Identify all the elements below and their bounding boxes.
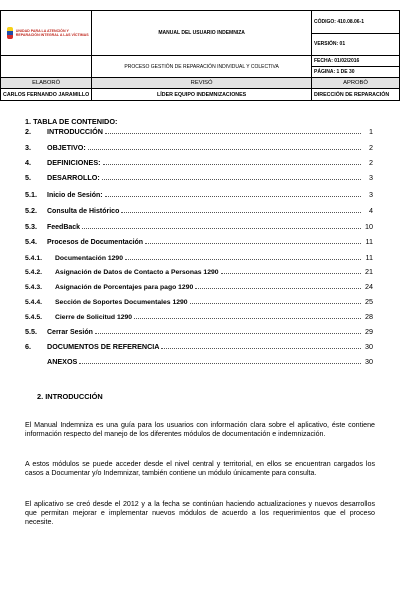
toc-entry-number: 3. xyxy=(25,143,31,152)
toc-entry[interactable] xyxy=(25,356,373,366)
toc-entry[interactable] xyxy=(25,221,373,231)
toc-leader-dots xyxy=(221,272,361,274)
toc-entry-title: Asignación de Datos de Contacto a Personas 1290 xyxy=(55,269,219,276)
toc-entry-number: 5.4.4. xyxy=(25,299,43,306)
toc-leader-dots xyxy=(103,163,361,165)
toc-leader-dots xyxy=(102,178,361,180)
toc-leader-dots xyxy=(121,211,361,213)
toc-leader-dots xyxy=(95,332,361,334)
logo-cell xyxy=(1,11,92,56)
toc-entry-title: Procesos de Documentación xyxy=(47,239,144,246)
toc-leader-dots xyxy=(105,195,361,197)
toc-leader-dots xyxy=(125,258,361,260)
toc-leader-dots xyxy=(134,317,361,319)
intro-paragraph-3: El aplicativo se creó desde el 2012 y a la fecha se continúan haciendo actualizaciones y nuevos desarrollos que permitan mejorar e implementar nuevos módulos de acuerdo a los requerimientos que el proceso necesite. xyxy=(25,500,375,527)
colombia-seal-icon xyxy=(7,27,13,39)
toc-entry-number: 6. xyxy=(25,342,31,351)
toc-entry-page: 4 xyxy=(369,206,373,215)
toc-entry-title: Cierre de Solicitud 1290 xyxy=(55,314,133,321)
toc-entry-title: Documentación 1290 xyxy=(55,255,123,262)
toc-entry-number: 5.4.3. xyxy=(25,284,43,291)
role-aprobo: APROBÓ xyxy=(312,78,400,89)
toc-entry-title: DEFINICIONES: xyxy=(47,158,101,167)
doc-page: PÁGINA: 1 DE 30 xyxy=(312,67,400,78)
doc-code: CÓDIGO: 410.08.06-1 xyxy=(312,11,400,34)
toc-heading: 1. TABLA DE CONTENIDO: xyxy=(25,117,118,126)
toc-entry-number: 5.2. xyxy=(25,206,37,215)
role-elaboro: ELABORÓ xyxy=(1,78,92,89)
toc-entry[interactable] xyxy=(25,281,373,291)
logo-cell-lower xyxy=(1,56,92,78)
section-heading-intro: 2. INTRODUCCIÓN xyxy=(37,392,103,401)
toc-entry[interactable] xyxy=(25,326,373,336)
toc-entry-page: 3 xyxy=(369,173,373,182)
toc-entry[interactable] xyxy=(25,157,373,167)
toc-entry-number: 5.4. xyxy=(25,237,37,246)
toc-entry-page: 29 xyxy=(365,327,373,336)
toc-entry[interactable] xyxy=(25,126,373,136)
name-aprobo: DIRECCIÓN DE REPARACIÓN xyxy=(312,89,400,101)
toc-leader-dots xyxy=(161,347,361,349)
toc-leader-dots xyxy=(195,287,361,289)
toc-entry-title: OBJETIVO: xyxy=(47,143,86,152)
toc-entry-number: 4. xyxy=(25,158,31,167)
manual-title: MANUAL DEL USUARIO INDEMNIZA xyxy=(92,11,312,56)
toc-entry-page: 25 xyxy=(365,297,373,306)
toc-entry-title: ANEXOS xyxy=(47,357,78,366)
toc-entry-page: 10 xyxy=(365,222,373,231)
toc-entry-page: 11 xyxy=(365,237,373,246)
toc-entry[interactable] xyxy=(25,252,373,262)
toc-entry-page: 24 xyxy=(365,282,373,291)
process-name: PROCESO GESTIÓN DE REPARACIÓN INDIVIDUAL Y COLECTIVA xyxy=(92,56,312,78)
doc-version: VERSIÓN: 01 xyxy=(312,33,400,56)
role-reviso: REVISÓ xyxy=(92,78,312,89)
toc-entry-title: DESARROLLO: xyxy=(47,173,100,182)
toc-entry-page: 2 xyxy=(369,143,373,152)
toc-entry-title: DOCUMENTOS DE REFERENCIA xyxy=(47,342,160,351)
toc-entry-number: 5.4.1. xyxy=(25,255,43,262)
toc-entry-title: Inicio de Sesión: xyxy=(47,192,103,199)
toc-leader-dots xyxy=(82,227,361,229)
name-elaboro: CARLOS FERNANDO JARAMILLO xyxy=(1,89,92,101)
toc-entry-page: 1 xyxy=(369,127,373,136)
toc-entry-number: 2. xyxy=(25,127,31,136)
toc-entry-title: INTRODUCCIÓN xyxy=(47,127,103,136)
toc-leader-dots xyxy=(105,132,361,134)
toc-entry[interactable] xyxy=(25,189,373,199)
toc-entry-page: 30 xyxy=(365,357,373,366)
toc-leader-dots xyxy=(79,362,361,364)
toc-entry[interactable] xyxy=(25,205,373,215)
toc-leader-dots xyxy=(88,148,361,150)
toc-entry-number: 5.5. xyxy=(25,327,37,336)
toc-entry-number: 5. xyxy=(25,173,31,182)
toc-entry[interactable] xyxy=(25,296,373,306)
toc-entry-title: FeedBack xyxy=(47,224,81,231)
logo-text: UNIDAD PARA LA ATENCIÓN Y REPARACIÓN INTEGRAL A LAS VÍCTIMAS xyxy=(15,28,89,37)
doc-date: FECHA: 01/02/2016 xyxy=(312,56,400,67)
document-header-table xyxy=(0,10,400,101)
institution-logo xyxy=(3,27,89,39)
toc-entry-page: 28 xyxy=(365,312,373,321)
toc-leader-dots xyxy=(190,302,361,304)
toc-entry-page: 3 xyxy=(369,190,373,199)
toc-entry[interactable] xyxy=(25,236,373,246)
toc-entry[interactable] xyxy=(25,172,373,182)
toc-entry-title: Asignación de Porcentajes para pago 1290 xyxy=(55,284,194,291)
toc-entry-page: 30 xyxy=(365,342,373,351)
toc-entry[interactable] xyxy=(25,142,373,152)
toc-entry-page: 11 xyxy=(365,253,373,262)
toc-entry-title: Consulta de Histórico xyxy=(47,208,120,215)
name-reviso: LÍDER EQUIPO INDEMNIZACIONES xyxy=(92,89,312,101)
toc-entry[interactable] xyxy=(25,311,373,321)
toc-entry-number: 5.4.5. xyxy=(25,314,43,321)
toc-entry-page: 21 xyxy=(365,267,373,276)
toc-entry-number: 5.4.2. xyxy=(25,269,43,276)
toc-entry-page: 2 xyxy=(369,158,373,167)
intro-paragraph-2: A estos módulos se puede acceder desde el nivel central y territorial, en ellos se encuentran cargados los casos a Documentar y/o Indemnizar, también contiene un módulo únicamente para consulta. xyxy=(25,460,375,478)
toc-entry-title: Sección de Soportes Documentales 1290 xyxy=(55,299,188,306)
toc-entry-number: 5.1. xyxy=(25,190,37,199)
toc-entry[interactable] xyxy=(25,341,373,351)
toc-entry-title: Cerrar Sesión xyxy=(47,329,93,336)
toc-leader-dots xyxy=(145,242,361,244)
toc-entry[interactable] xyxy=(25,266,373,276)
toc-entry-number: 5.3. xyxy=(25,222,37,231)
intro-paragraph-1: El Manual Indemniza es una guía para los usuarios con información clara sobre el aplicativo, éste contiene información respecto del manejo de los diferentes módulos de documentación e indemnización. xyxy=(25,421,375,439)
